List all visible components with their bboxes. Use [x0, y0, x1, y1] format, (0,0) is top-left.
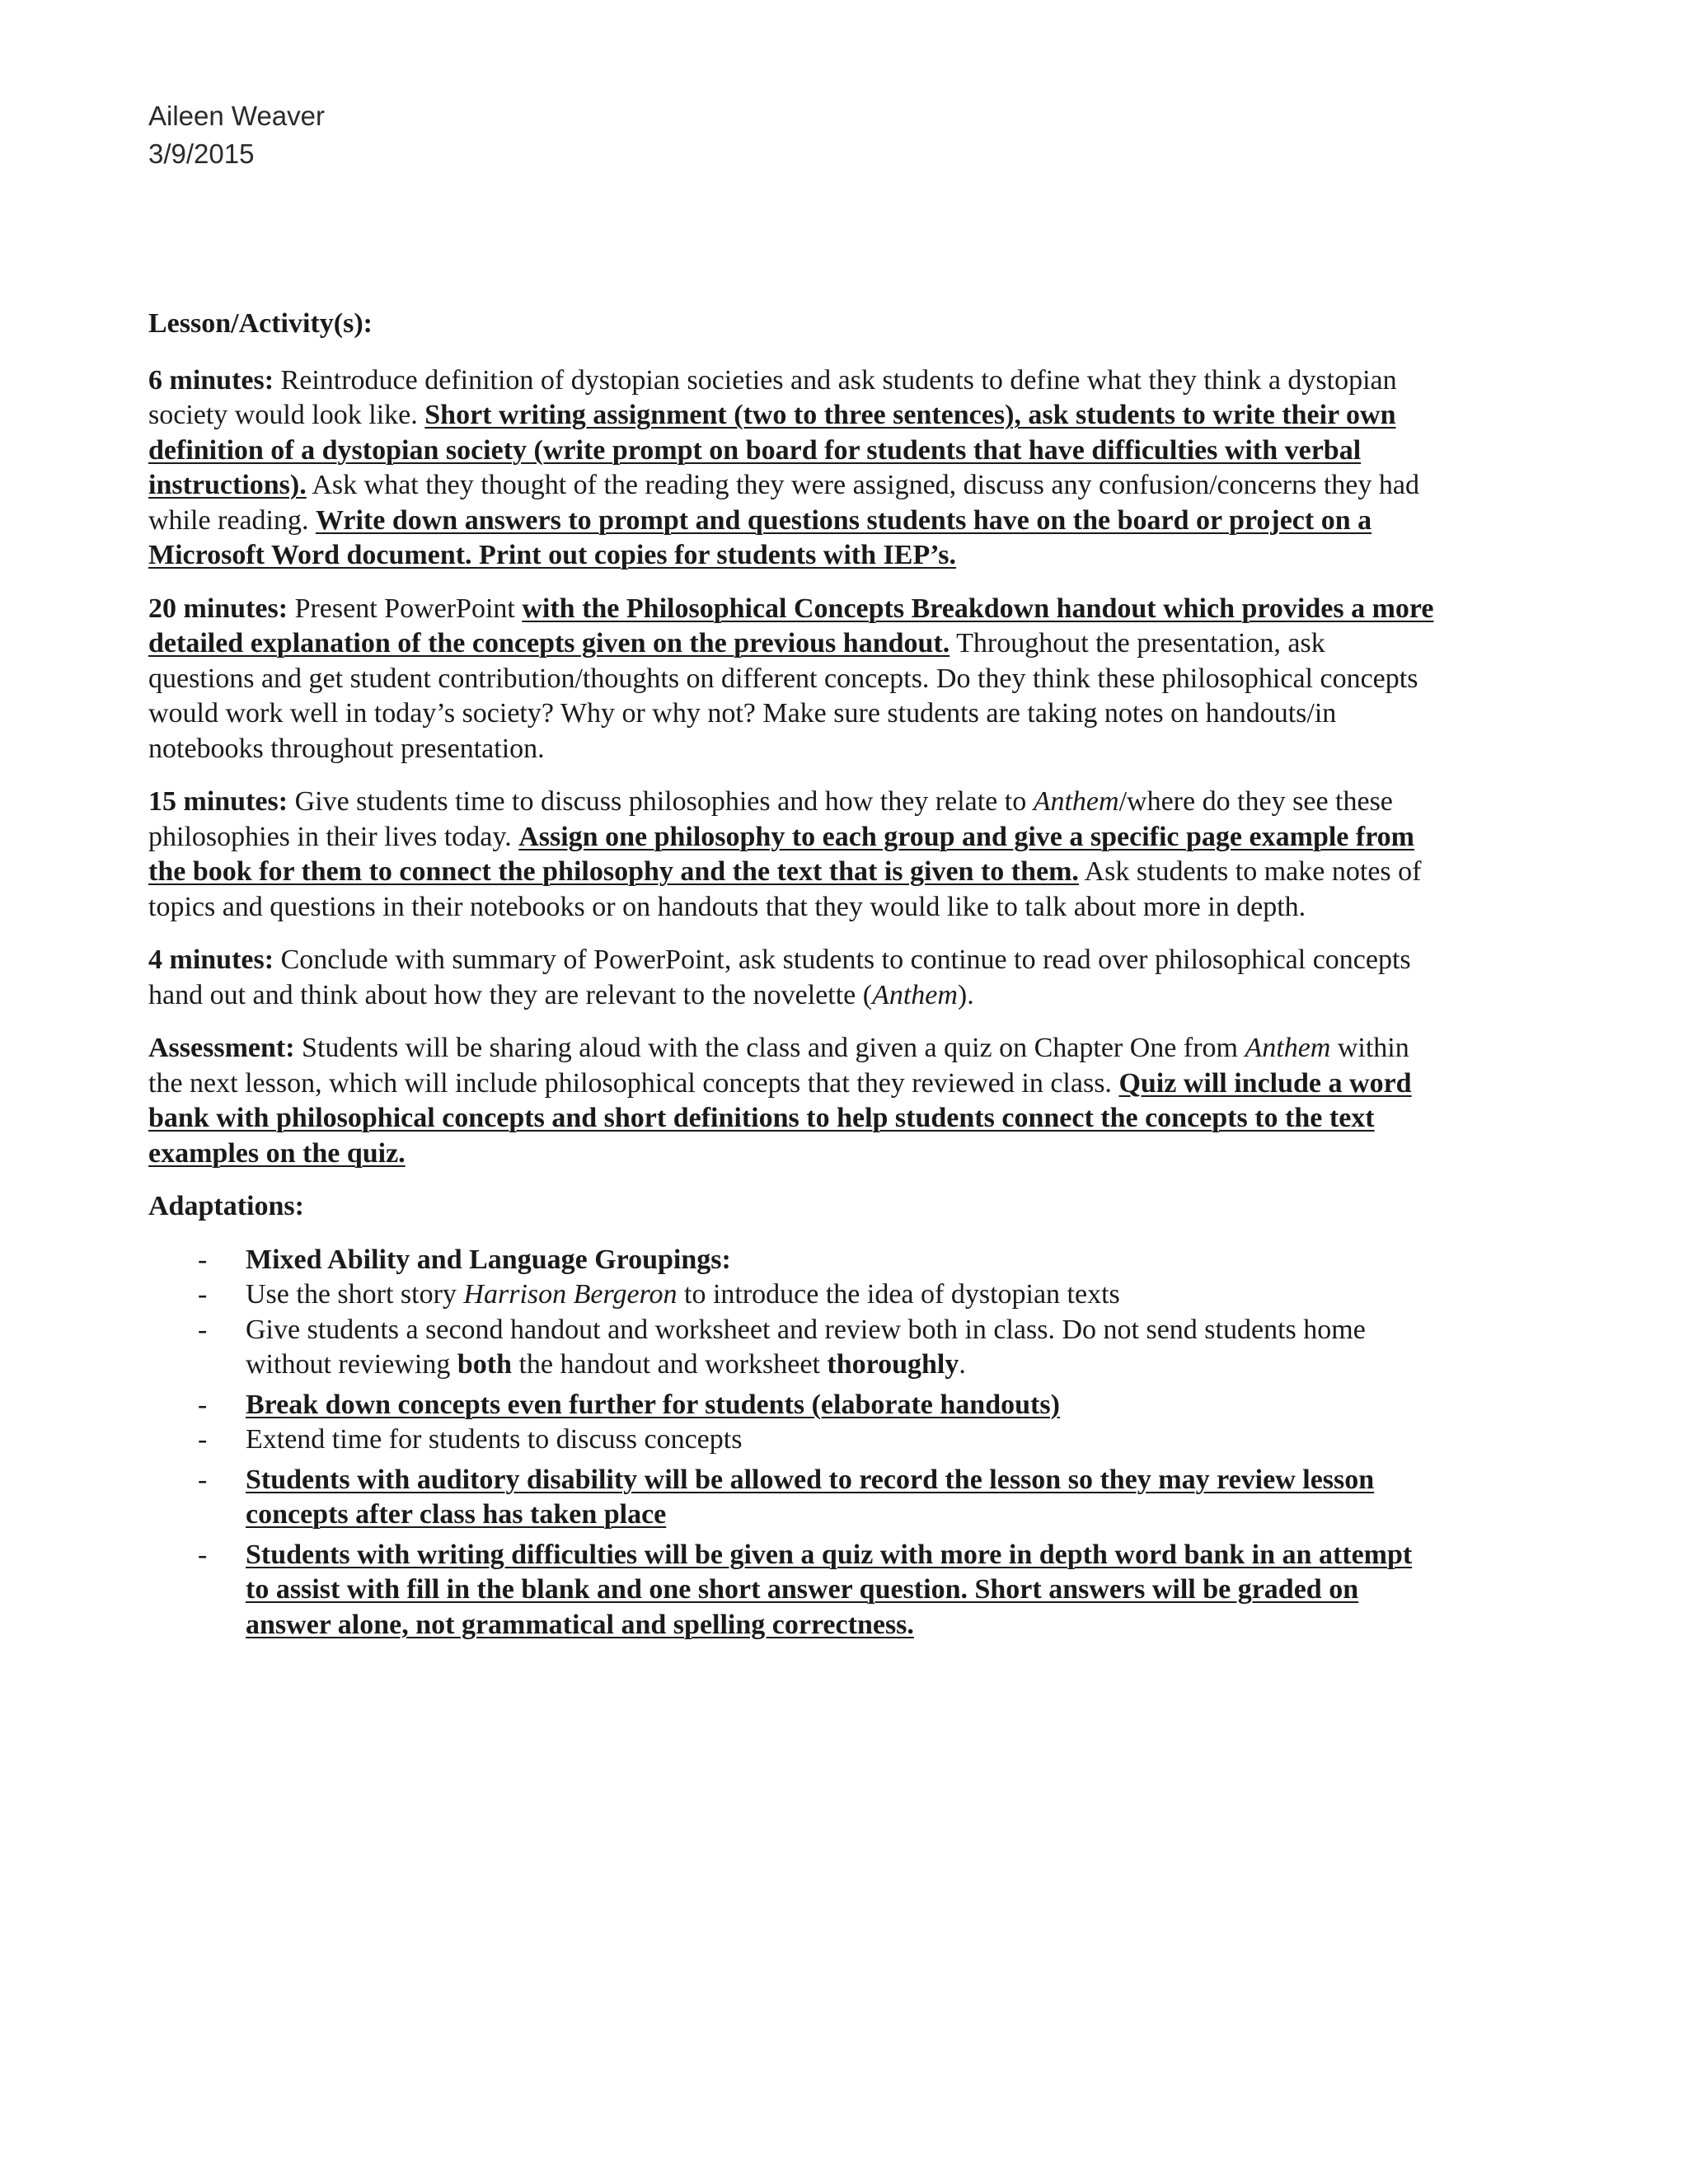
list-item — [148, 1422, 1434, 1458]
paragraph-text: Conclude with summary of PowerPoint, ask students to continue to read over philosophical concepts hand out and think about how they are relevant to the novelette ( — [148, 944, 1411, 1010]
list-item — [148, 1313, 1434, 1383]
list-item-text: Students with auditory disability will be allowed to record the lesson so they may review lesson concepts after class has taken place — [246, 1464, 1375, 1530]
paragraph-text: /where do they see these philosophies in their lives today. — [148, 786, 1393, 852]
book-title: Anthem — [1033, 786, 1119, 817]
emphasis-text: Assign one philosophy to each group and give a specific page example from the book for them to connect the philosophy and the text that is given to them. — [148, 821, 1415, 887]
author-name: Aileen Weaver — [148, 101, 326, 131]
document-header — [148, 97, 325, 173]
list-item-text: Give students a second handout and worksheet and review both in class. Do not send students home without reviewing — [246, 1314, 1366, 1380]
list-item-text: Break down concepts even further for students (elaborate handouts) — [246, 1389, 1060, 1420]
bold-word: thoroughly — [827, 1349, 959, 1380]
bold-word: both — [457, 1349, 512, 1380]
paragraph-4-minutes — [148, 943, 1434, 1013]
list-dash: - — [198, 1539, 208, 1570]
list-item-text: Mixed Ability and Language Groupings: — [246, 1244, 731, 1275]
list-item-text: the handout and worksheet — [511, 1349, 828, 1380]
emphasis-text: with the Philosophical Concepts Breakdown handout which provides a more detailed explanation of the concepts given on the previous handout. — [148, 593, 1434, 658]
list-dash: - — [198, 1314, 208, 1345]
document-date: 3/9/2015 — [148, 138, 255, 169]
paragraph-6-minutes — [148, 363, 1434, 574]
paragraph-text: Ask what they thought of the reading they were assigned, discuss any confusion/concerns they had while reading. — [148, 470, 1419, 536]
paragraph-text: Give students time to discuss philosophies and how they relate to — [288, 786, 1034, 817]
paragraph-text: Present PowerPoint — [288, 593, 523, 624]
book-title: Anthem — [872, 979, 958, 1010]
adaptations-list — [148, 1243, 1434, 1643]
emphasis-text: Quiz will include a word bank with philosophical concepts and short definitions to help students connect the concepts to the text examples on the quiz. — [148, 1067, 1412, 1169]
emphasis-text: Write down answers to prompt and questions students have on the board or project on a Microsoft Word document. Print out copies for students with IEP’s. — [148, 504, 1372, 570]
list-item-text: Use the short story — [246, 1279, 464, 1310]
list-item — [148, 1388, 1434, 1423]
time-label: 6 minutes: — [148, 364, 274, 396]
list-item-text: to introduce the idea of dystopian texts — [677, 1279, 1120, 1310]
list-dash: - — [198, 1389, 208, 1420]
list-dash: - — [198, 1464, 208, 1495]
list-item-text: Students with writing difficulties will be given a quiz with more in depth word bank in an attempt to assist with fill in the blank and one short answer question. Short answers will be graded on answer alone, not grammatical and spelling correctness. — [246, 1539, 1413, 1640]
paragraph-20-minutes — [148, 592, 1434, 767]
paragraph-text: within the next lesson, which will include philosophical concepts that they reviewed in class. — [148, 1033, 1409, 1099]
paragraph-text: Ask students to make notes of topics and questions in their notebooks or on handouts that they would like to talk about more in depth. — [148, 856, 1422, 922]
time-label: 15 minutes: — [148, 786, 288, 817]
paragraph-text: Reintroduce definition of dystopian societies and ask students to define what they think a dystopian society would look like. — [148, 364, 1397, 430]
assessment-label: Assessment: — [148, 1033, 295, 1063]
paragraph-15-minutes — [148, 785, 1434, 925]
lesson-body — [148, 307, 1434, 1643]
list-item — [148, 1463, 1434, 1533]
emphasis-text: Short writing assignment (two to three sentences), ask students to write their own definition of a dystopian society (write prompt on board for students that have difficulties with verbal instructions). — [148, 400, 1396, 500]
list-item — [148, 1243, 1434, 1278]
story-title: Harrison Bergeron — [463, 1279, 678, 1310]
list-dash: - — [198, 1279, 208, 1310]
lesson-heading: Lesson/Activity(s): — [148, 308, 373, 339]
list-dash: - — [198, 1244, 208, 1275]
paragraph-assessment — [148, 1031, 1434, 1171]
time-label: 4 minutes: — [148, 944, 274, 975]
list-item — [148, 1538, 1434, 1643]
list-item-text: . — [959, 1349, 966, 1380]
time-label: 20 minutes: — [148, 593, 288, 624]
list-dash: - — [198, 1424, 208, 1455]
paragraph-text: ). — [957, 979, 974, 1010]
paragraph-text: Throughout the presentation, ask questions and get student contribution/thoughts on different concepts. Do they think these philosophical concepts would work well in today’s society? Why or why not? Make sure students are taking notes on handouts/in notebooks throughout presentation. — [148, 628, 1418, 764]
list-item — [148, 1277, 1434, 1313]
adaptations-heading: Adaptations: — [148, 1191, 304, 1221]
book-title: Anthem — [1245, 1033, 1331, 1063]
list-item-text: Extend time for students to discuss concepts — [246, 1424, 743, 1455]
paragraph-text: Students will be sharing aloud with the class and given a quiz on Chapter One from — [294, 1033, 1245, 1063]
